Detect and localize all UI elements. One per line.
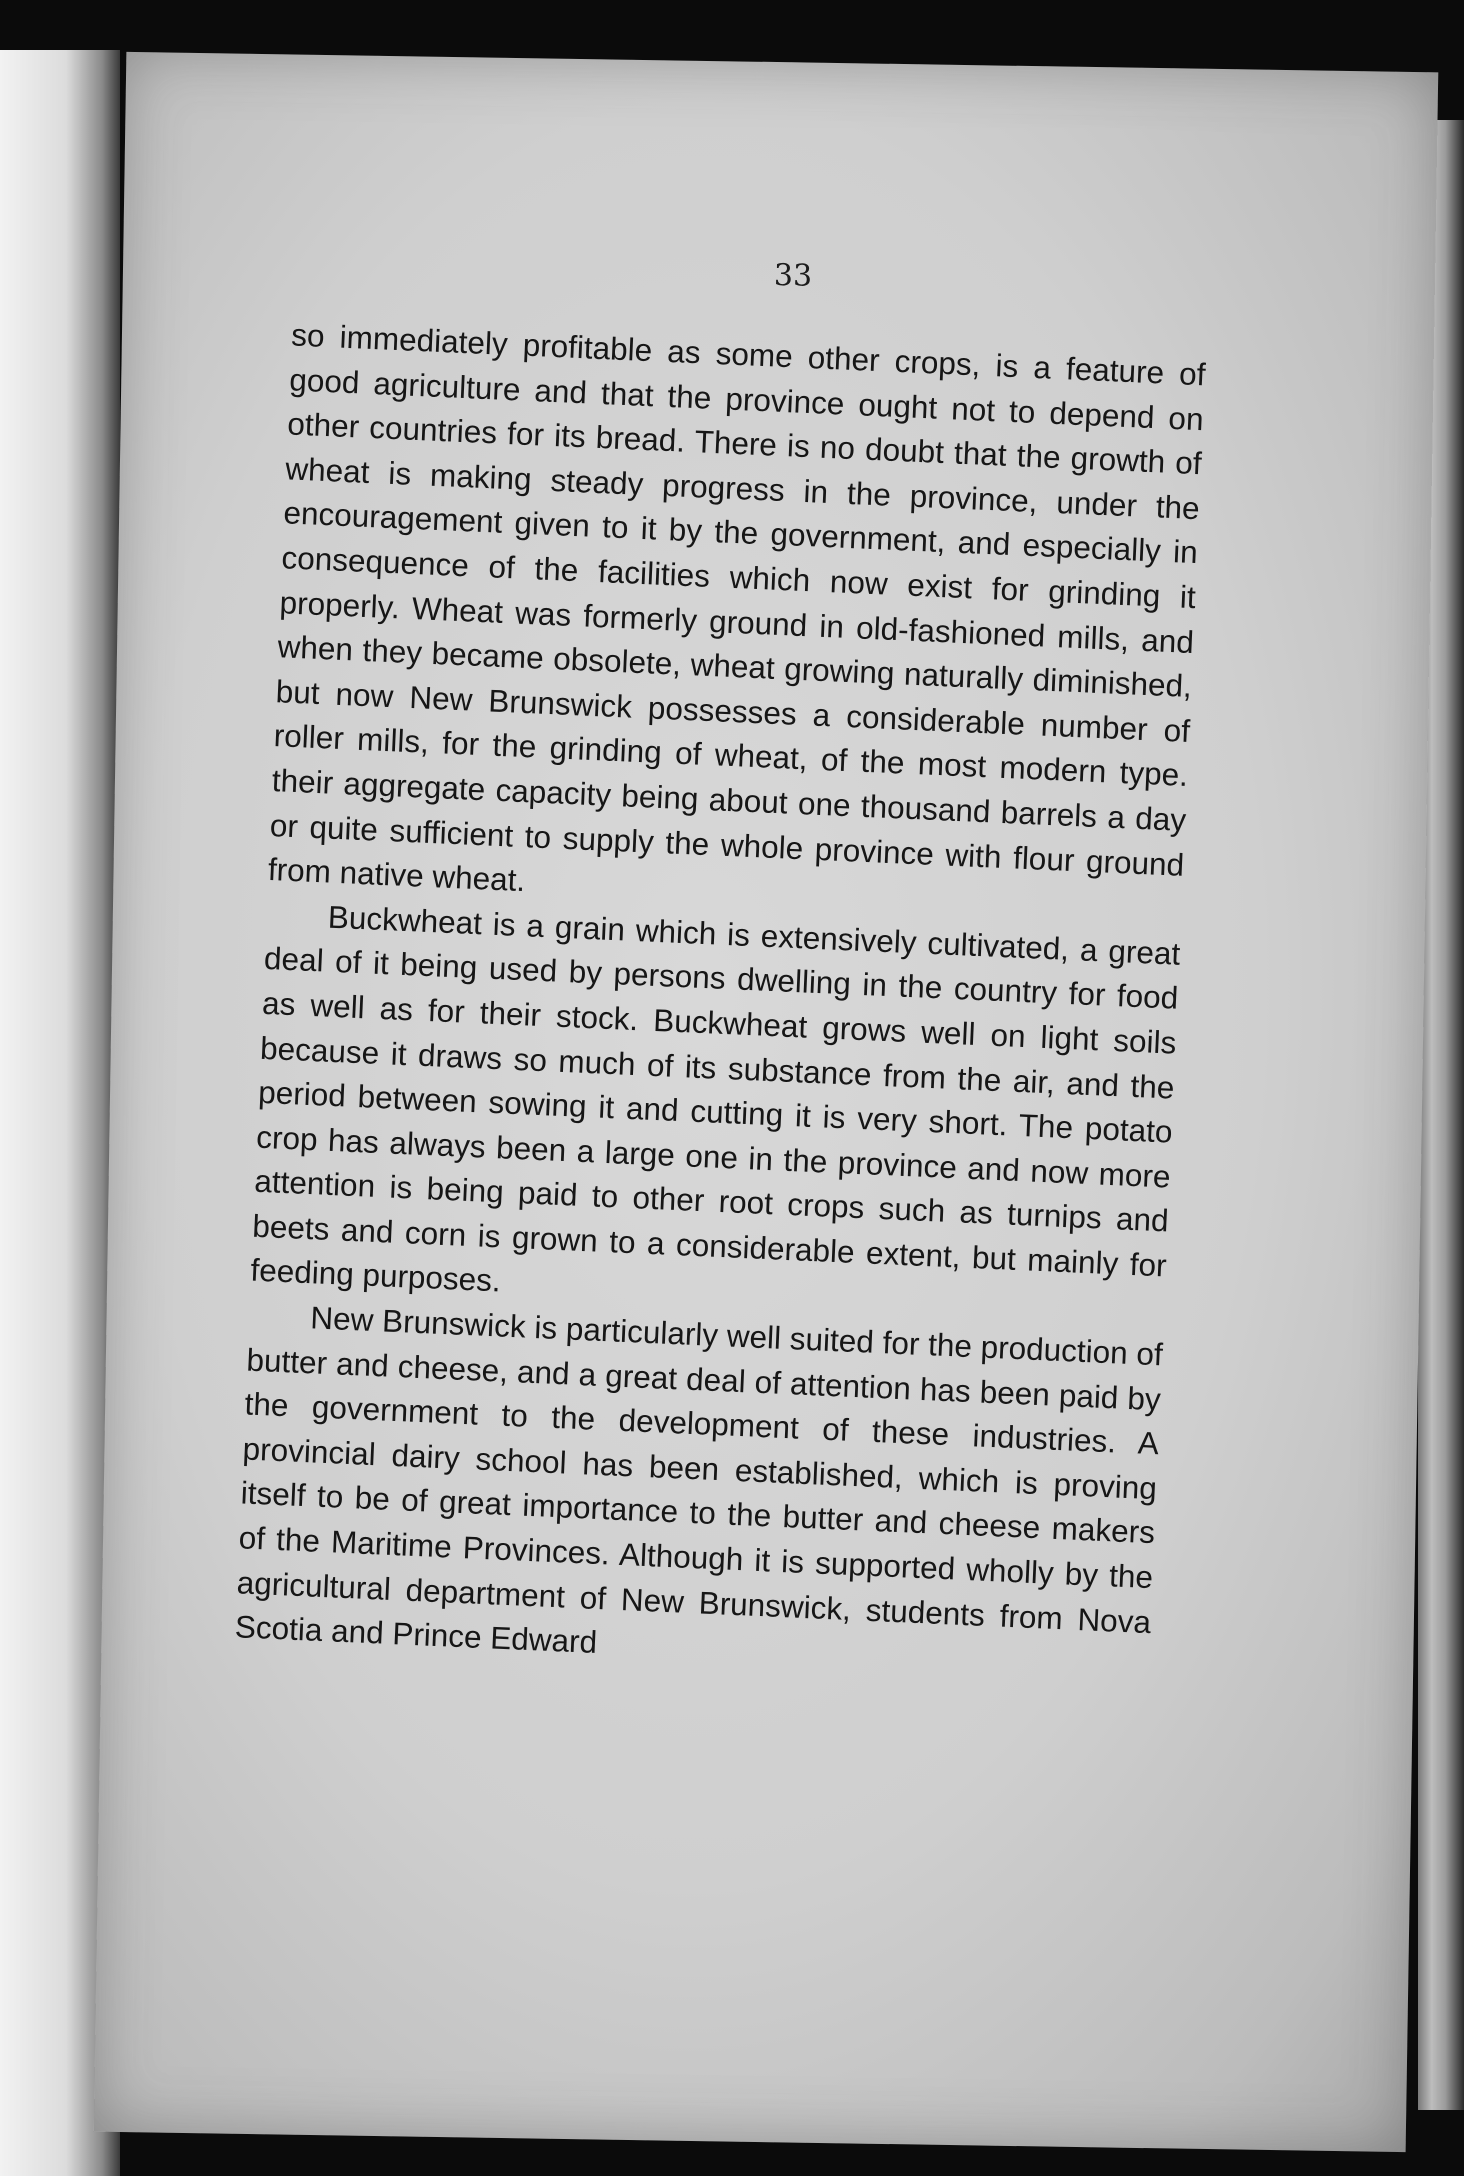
paragraph-buckwheat: Buckwheat is a grain which is extensively cultivated, a great deal of it being used by persons dwelling in the country for food as well as for their stock. Buckwheat grows well on light soils because it draws so much of its substance from the air, and the period between sowing it and cutting it is very short. The potato crop has always been a large one in the province and now more attention is being paid to other root crops such as turnips and beets and corn is grown to a considerable extent, but mainly for feeding purposes.	[249, 898, 1182, 1299]
body-text	[234, 312, 1206, 1688]
book-page	[94, 52, 1439, 2152]
paragraph-dairy: New Brunswick is particularly well suited for the production of butter and cheese, and a great deal of attention has been paid by the government to the development of these industries. A provincial dairy school has been established, which is proving itself to be of great importance to the butter and cheese makers of the Maritime Provinces. Although it is supported wholly by the agricultural department of New Brunswick, students from Nova Scotia and Prince Edward	[234, 1299, 1164, 1661]
paragraph-wheat-continued: so immediately profitable as some other crops, is a feature of good agriculture and that the province ought not to depend on other countries for its bread. There is no doubt that the growth of wheat is making steady progress in the province, under the encouragement given to it by the government, and especially in consequence of the facilities which now exist for grinding it properly. Wheat was formerly ground in old-fashioned mills, and when they became obsolete, wheat growing naturally diminished, but now New Brunswick possesses a considerable number of roller mills, for the grinding of wheat, of the most modern type. their aggregate capacity being about one thousand barrels a day or quite sufficient to supply the whole province with flour ground from native wheat.	[267, 316, 1207, 899]
page-number: 33	[773, 258, 813, 294]
